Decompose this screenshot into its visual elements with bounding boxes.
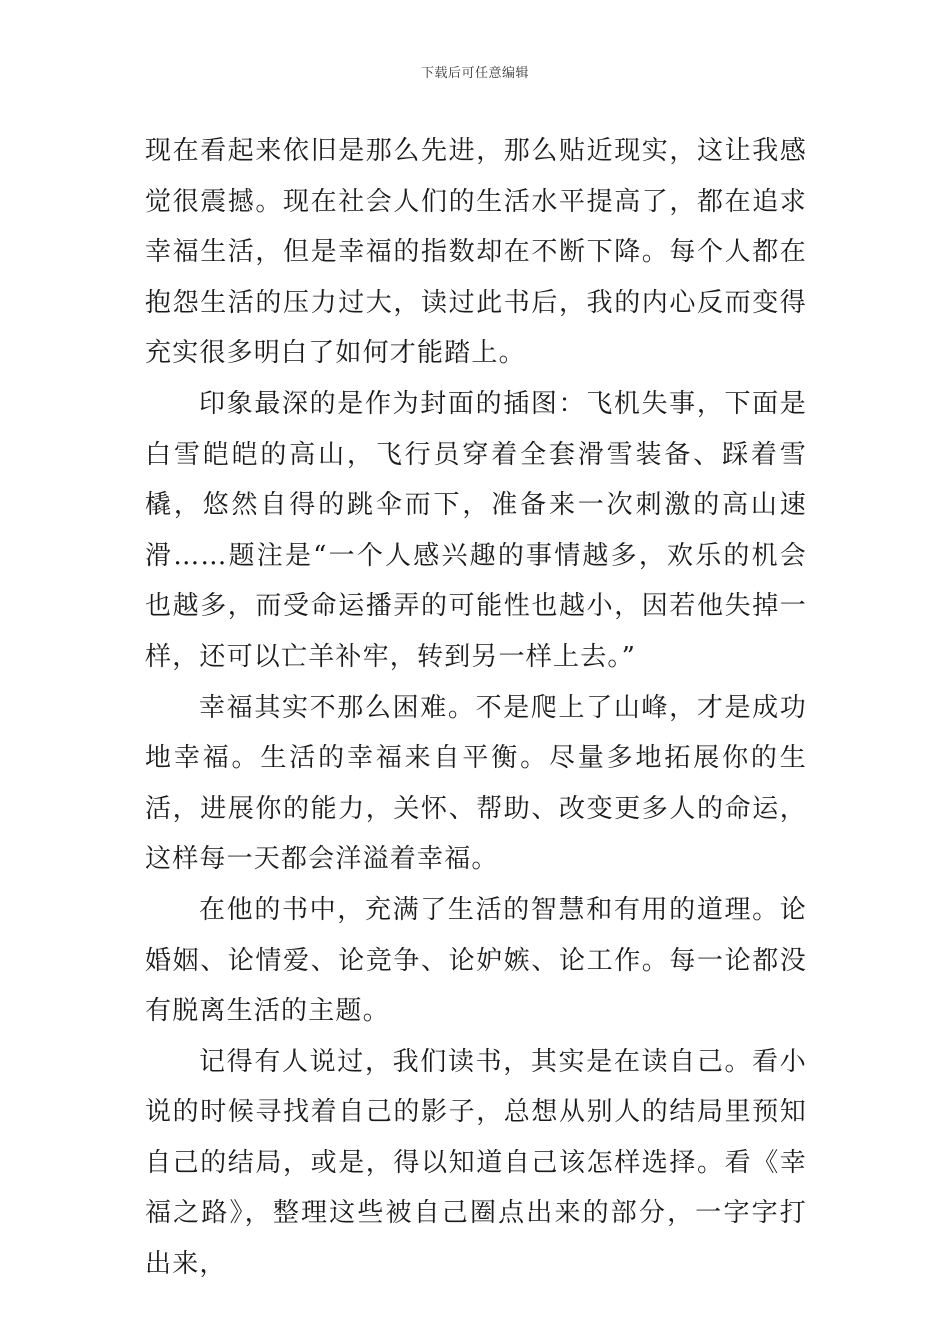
document-body [145,126,807,1290]
paragraph-reading-self: 记得有人说过，我们读书，其实是在读自己。看小说的时候寻找着自己的影子，总想从别人的结局里预知自己的结局，或是，得以知道自己该怎样选择。看《幸福之路》，整理这些被自己圈点出来的部分，一字字打出来， [145,1046,807,1280]
paragraph-happiness-balance: 幸福其实不那么困难。不是爬上了山峰，才是成功地幸福。生活的幸福来自平衡。尽量多地拓展你的生活，进展你的能力，关怀、帮助、改变更多人的命运，这样每一天都会洋溢着幸福。 [145,692,807,875]
page-header: 下载后可任意编辑 [420,66,529,81]
paragraph-book-wisdom: 在他的书中，充满了生活的智慧和有用的道理。论婚姻、论情爱、论竞争、论妒嫉、论工作。每一论都没有脱离生活的主题。 [145,894,807,1027]
paragraph-cover-illustration: 印象最深的是作为封面的插图：飞机失事，下面是白雪皑皑的高山，飞行员穿着全套滑雪装备、踩着雪橇，悠然自得的跳伞而下，准备来一次刺激的高山速滑……题注是“一个人感兴趣的事情越多，欢乐的机会也越多，而受命运播弄的可能性也越小，因若他失掉一样，还可以亡羊补牢，转到另一样上去。” [145,388,807,672]
paragraph-continued: 现在看起来依旧是那么先进，那么贴近现实，这让我感觉很震撼。现在社会人们的生活水平提高了，都在追求幸福生活，但是幸福的指数却在不断下降。每个人都在抱怨生活的压力过大，读过此书后，我的内心反而变得充实很多明白了如何才能踏上。 [145,136,807,369]
